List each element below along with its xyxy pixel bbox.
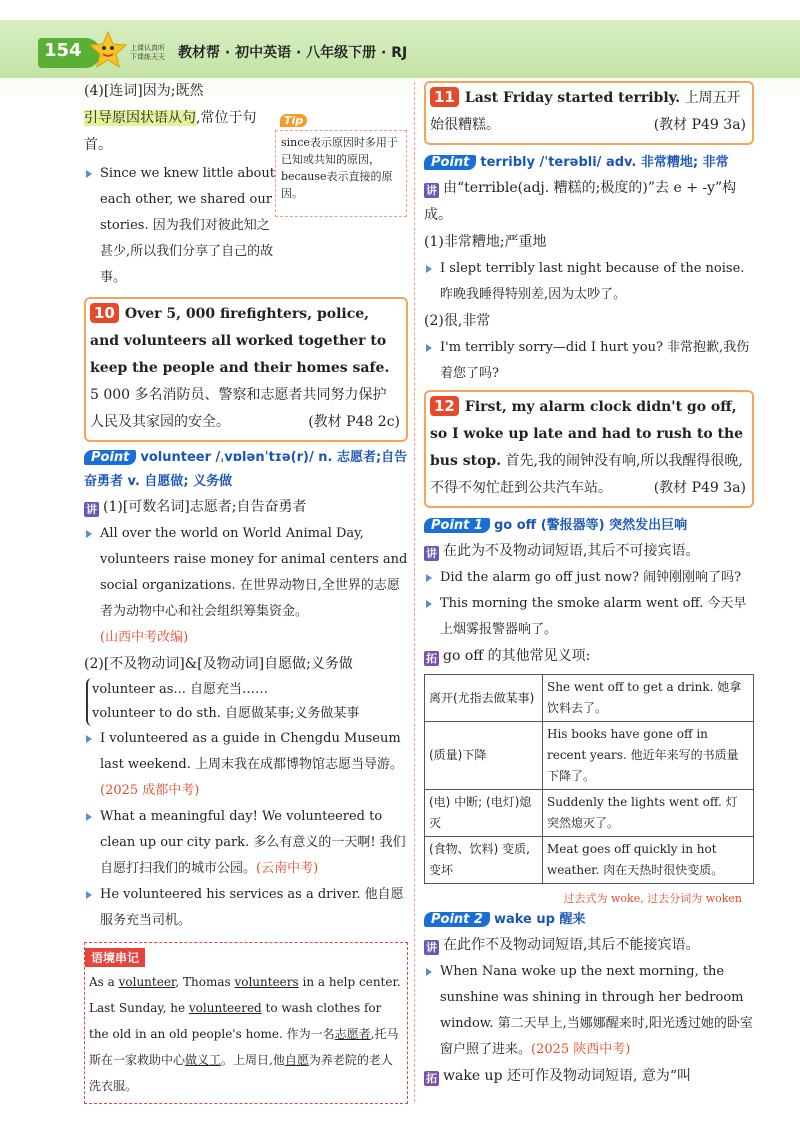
- sentence-cn: 首先,我的闹钟没有响,所以我醒得很晚,不得不匆忙赶到公共汽车站。: [430, 453, 743, 496]
- header-slogan: [130, 44, 165, 62]
- table-row: [425, 722, 754, 790]
- context-memory-box: [84, 942, 408, 1104]
- example-text: Since we knew little about each other, we shared our stories. 因为我们对彼此知之甚少,所以我们分享了自己的故事。: [100, 166, 275, 285]
- explain-icon: 讲: [426, 547, 437, 560]
- table-cell: (质量)下降: [425, 722, 543, 790]
- highlighted-text: 引导原因状语从句: [84, 110, 196, 126]
- example-text: I volunteered as a guide in Chengdu Museum last weekend. 上周末我在成都博物馆志愿当导游。: [100, 731, 403, 772]
- example-source: (云南中考): [256, 861, 319, 876]
- tip-label: Tip: [280, 114, 307, 127]
- sentence-source: (教材 P49 3a): [653, 117, 746, 133]
- table-cell: She went off to get a drink. 她拿饮料去了。: [543, 675, 754, 722]
- slogan-line: 上课认真听: [130, 44, 165, 52]
- point-go-off: [424, 512, 754, 538]
- context-text: [89, 969, 403, 1099]
- point-text: go off (警报器等) 突然发出巨响: [493, 518, 688, 533]
- sentence-en: Last Friday started terribly.: [464, 90, 681, 106]
- point-text: terribly /ˈterəbli/ adv. 非常糟地; 非常: [480, 155, 729, 170]
- example-text: What a meaningful day! We volunteered to clean up our city park. 多么有意义的一天啊! 我们自愿打扫我们的城市公园。: [100, 809, 406, 876]
- example-text: He volunteered his services as a driver. 他自愿服务充当司机。: [100, 887, 404, 928]
- ctx-part: ,托马斯在一家救助中心: [89, 1027, 399, 1067]
- example-v4: [84, 882, 408, 934]
- go-off-meanings-table: [424, 674, 754, 884]
- point-wake-up: [424, 906, 754, 932]
- guide-text: [84, 105, 280, 159]
- table-row: [425, 837, 754, 884]
- right-column: [424, 78, 754, 1090]
- sentence-number: 11: [430, 87, 459, 107]
- sentence-cn: 上周五开始很糟糕。: [430, 90, 741, 133]
- handwritten-annotation: 过去式为 woke, 过去分词为 woken: [563, 892, 742, 905]
- ctx-underline: volunteers: [234, 975, 299, 989]
- table-row: [425, 790, 754, 837]
- ctx-part: 为养老院的老人洗衣服。: [89, 1053, 393, 1093]
- table-cell: His books have gone off in recent years. 他近年来写的书质量下降了。: [543, 722, 754, 790]
- ctx-part: 。上周日,他: [221, 1053, 285, 1067]
- context-label: 语境串记: [85, 948, 145, 967]
- example-text: This morning the smoke alarm went off. 今天早上烟雾报警器响了。: [440, 596, 747, 637]
- point-badge: Point: [84, 450, 136, 465]
- example-v2: [84, 726, 408, 804]
- meaning-text: (1)[可数名词]志愿者;自告奋勇者: [103, 499, 307, 515]
- example-w1: [424, 959, 754, 1063]
- example-source: (2025 陕西中考): [531, 1042, 631, 1057]
- example-text: I slept terribly last night because of the noise. 昨晚我睡得特别差,因为太吵了。: [440, 261, 745, 302]
- explain-icon: 讲: [426, 184, 437, 197]
- example-source: (2025 成都中考): [100, 783, 200, 798]
- table-cell: (食物、饮料) 变质, 变坏: [425, 837, 543, 884]
- ctx-part: , Thomas: [175, 975, 235, 989]
- left-column: [84, 78, 408, 1104]
- note-text: 在此作不及物动词短语,其后不能接宾语。: [443, 937, 700, 953]
- ctx-underline: volunteer: [118, 975, 176, 989]
- example-v3: [84, 804, 408, 882]
- sentence-box-10: [84, 297, 408, 442]
- table-cell: Suddenly the lights went off. 灯突然熄灭了。: [543, 790, 754, 837]
- table-cell: (电) 中断; (电灯)熄灭: [425, 790, 543, 837]
- ctx-underline: 志愿者: [334, 1027, 371, 1041]
- example-g1: [424, 565, 754, 591]
- sentence-cn: 5 000 多名消防员、警察和志愿者共同努力保护人民及其家园的安全。: [90, 387, 387, 430]
- point-text: volunteer /ˌvɒlənˈtɪə(r)/ n. 志愿者;自告奋勇者 v. 自愿做; 义务做: [84, 450, 408, 489]
- extend-icon: 拓: [426, 652, 437, 665]
- extension-text: go off 的其他常见义项:: [443, 648, 591, 664]
- formation-text: 由“terrible(adj. 糟糕的;极度的)”去 e + -y”构成。: [424, 180, 737, 223]
- meaning-4: (4)[连词]因为;既然: [84, 83, 204, 99]
- point-terribly: [424, 149, 754, 175]
- sentence-number: 10: [90, 303, 119, 323]
- point-text: wake up 醒来: [493, 912, 586, 927]
- table-cell: Meat goes off quickly in hot weather. 肉在天热时很快变质。: [543, 837, 754, 884]
- extension-header: [424, 643, 754, 670]
- example-text: When Nana woke up the next morning, the sunshine was shining in through her bedroom window. 第二天早上,当娜娜醒来时,阳光透过她的卧室窗户照了进来。: [440, 964, 753, 1057]
- go-off-note: [424, 538, 754, 565]
- extension-text: wake up 还可作及物动词短语, 意为“叫: [443, 1068, 692, 1084]
- note-text: 在此为不及物动词短语,其后不可接宾语。: [443, 543, 700, 559]
- tip-box: since表示原因时多用于已知或共知的原因，because表示直接的原因。: [275, 130, 407, 217]
- ctx-underline: volunteered: [188, 1001, 262, 1015]
- ctx-part: As a: [89, 975, 119, 989]
- table-cell: 离开(尤指去做某事): [425, 675, 543, 722]
- meaning-2: (2)[不及物动词]&[及物动词]自愿做;义务做: [84, 656, 353, 672]
- sentence-source: (教材 P48 2c): [308, 414, 400, 430]
- point-badge: Point: [424, 155, 476, 170]
- example-text: All over the world on World Animal Day, volunteers raise money for animal centers and social organizations. 在世界动物日,全世界的志愿者为动物中心和社会组织筹集资金。: [100, 526, 408, 619]
- ctx-part: in a help center. Last Sunday, he: [89, 975, 401, 1015]
- page-number: 154: [44, 40, 82, 61]
- example-t2: [424, 335, 754, 387]
- wake-up-note: [424, 932, 754, 959]
- example-source: (山西中考改编): [100, 630, 189, 645]
- meaning-1: [84, 494, 408, 521]
- point-badge: Point 1: [424, 518, 490, 533]
- column-divider: [414, 82, 415, 1102]
- meaning-2: (2)很,非常: [424, 313, 491, 329]
- sentence-source: (教材 P49 3a): [653, 480, 746, 496]
- sentence-box-12: [424, 390, 754, 508]
- sentence-number: 12: [430, 396, 459, 416]
- slogan-line: 下课练天天: [130, 53, 165, 61]
- explain-icon: 讲: [86, 503, 97, 516]
- example-v1: [84, 521, 408, 651]
- table-row: [425, 675, 754, 722]
- guide-rest: ,常位于句首。: [84, 110, 257, 153]
- sentence-box-11: [424, 81, 754, 145]
- example-since: [84, 161, 280, 291]
- point-badge: Point 2: [424, 912, 490, 927]
- example-t1: [424, 256, 754, 308]
- sentence-en: Over 5, 000 firefighters, police, and volunteers all worked together to keep the people and their homes safe.: [90, 306, 390, 376]
- example-text: Did the alarm go off just now? 闹钟刚刚响了吗?: [440, 570, 742, 585]
- brace-phrases: [86, 678, 408, 726]
- star-mascot-icon: [88, 30, 128, 70]
- point-volunteer: [84, 446, 408, 494]
- explain-icon: 讲: [426, 941, 437, 954]
- example-g2: [424, 591, 754, 643]
- phrase: volunteer to do sth. 自愿做某事;义务做某事: [92, 706, 360, 721]
- formation: [424, 175, 754, 229]
- ctx-underline: 做义工: [185, 1053, 222, 1067]
- wake-up-extension: [424, 1063, 754, 1090]
- extend-icon: 拓: [426, 1072, 437, 1085]
- ctx-part: to wash clothes for the old in an old people's home. 作为一名: [89, 1001, 382, 1041]
- example-text: I'm terribly sorry—did I hurt you? 非常抱歉,我伤着您了吗?: [440, 340, 750, 381]
- sentence-en: First, my alarm clock didn't go off, so I woke up late and had to rush to the bus stop.: [430, 399, 744, 469]
- ctx-underline: 自愿: [284, 1053, 309, 1067]
- phrase: volunteer as... 自愿充当……: [92, 682, 268, 697]
- meaning-1: (1)非常糟地;严重地: [424, 234, 547, 250]
- book-title: 教材帮 · 初中英语 · 八年级下册 · RJ: [178, 45, 408, 61]
